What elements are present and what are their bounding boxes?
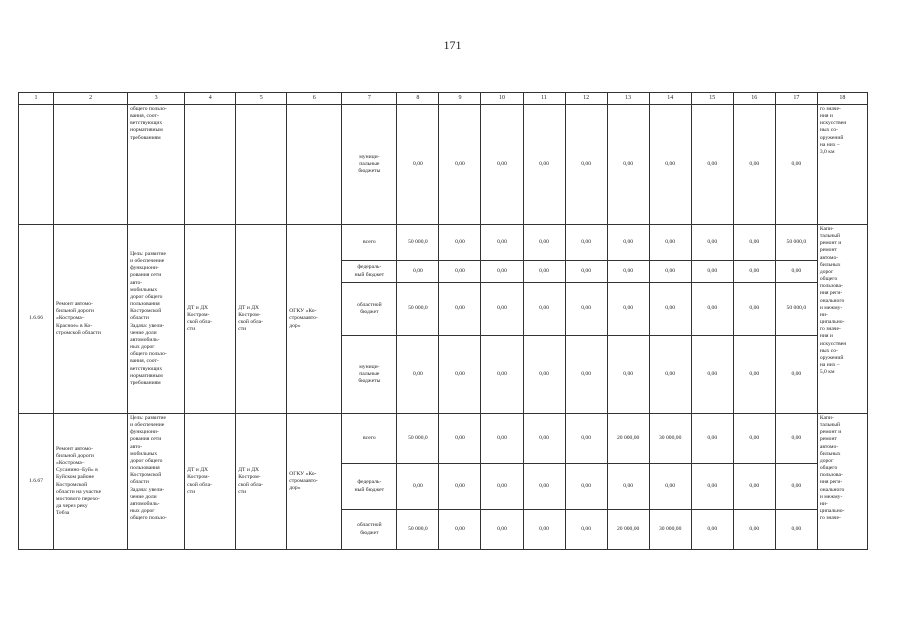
value-cell: 0,00: [439, 283, 481, 336]
value-cell: 0,00: [565, 283, 607, 336]
number-cell: [19, 105, 54, 225]
value-cell: 0,00: [649, 283, 691, 336]
value-cell: 0,00: [481, 261, 523, 283]
value-cell: 0,00: [691, 414, 733, 464]
value-cell: 0,00: [691, 510, 733, 550]
value-cell: 0,00: [565, 510, 607, 550]
value-cell: 20 000,00: [607, 414, 649, 464]
value-cell: 30 000,00: [649, 414, 691, 464]
value-cell: 0,00: [481, 510, 523, 550]
header-cell: 11: [523, 93, 565, 105]
value-cell: 50 000,0: [775, 283, 817, 336]
header-cell: 10: [481, 93, 523, 105]
number-cell: 1.6.66: [19, 225, 54, 414]
header-cell: 12: [565, 93, 607, 105]
value-cell: 0,00: [649, 261, 691, 283]
header-cell: 3: [128, 93, 185, 105]
goal-cell: общего пользо- вания, соот- ветствующих нормативным требованиям: [128, 105, 185, 225]
value-cell: 0,00: [607, 261, 649, 283]
header-cell: 17: [775, 93, 817, 105]
value-cell: 0,00: [607, 105, 649, 225]
coordinator-cell: [185, 105, 236, 225]
value-cell: 50 000,0: [397, 283, 439, 336]
value-cell: 0,00: [733, 261, 775, 283]
value-cell: 0,00: [523, 414, 565, 464]
value-cell: 0,00: [691, 336, 733, 414]
value-cell: 0,00: [733, 414, 775, 464]
header-cell: 13: [607, 93, 649, 105]
header-cell: 8: [397, 93, 439, 105]
value-cell: 0,00: [565, 225, 607, 261]
value-cell: 0,00: [523, 336, 565, 414]
value-cell: 0,00: [733, 283, 775, 336]
value-cell: 0,00: [481, 283, 523, 336]
value-cell: 0,00: [775, 464, 817, 510]
header-cell: 15: [691, 93, 733, 105]
value-cell: 0,00: [523, 510, 565, 550]
budget-source: областной бюджет: [342, 283, 397, 336]
goal-cell: Цель: развитие и обеспечение функциони- рования сети авто- мобильных дорог общего пользования Костромской области Задача: увели- чение доли автомобиль- ных дорог общего пользо- вания, соот- ветствующих нормативным требованиям: [128, 225, 185, 414]
value-cell: 0,00: [649, 105, 691, 225]
value-cell: 0,00: [439, 336, 481, 414]
value-cell: 0,00: [733, 464, 775, 510]
value-cell: 0,00: [607, 225, 649, 261]
value-cell: 0,00: [649, 336, 691, 414]
value-cell: 0,00: [565, 414, 607, 464]
executor-cell: [287, 105, 342, 225]
value-cell: 0,00: [439, 414, 481, 464]
value-cell: 0,00: [565, 261, 607, 283]
program-table: [18, 92, 868, 550]
coordinator-cell: ДТ и ДХ Костром- ской обла- сти: [185, 225, 236, 414]
result-cell: Капи- тальный ремонт и ремонт автомо- бильных дорог общего пользова- ния реги- онального и межму- ни- ципально- го значе- ния и искусствен ных со- оружений на них – 5,0 км: [817, 225, 867, 414]
value-cell: 0,00: [565, 105, 607, 225]
value-cell: 0,00: [733, 336, 775, 414]
customer-cell: ДТ и ДХ Костром- ской обла- сти: [236, 414, 287, 550]
value-cell: 0,00: [691, 464, 733, 510]
header-cell: 4: [185, 93, 236, 105]
value-cell: 0,00: [775, 414, 817, 464]
value-cell: 0,00: [775, 336, 817, 414]
value-cell: 0,00: [733, 105, 775, 225]
value-cell: 30 000,00: [649, 510, 691, 550]
executor-cell: ОГКУ «Ко- стромаавто- дор»: [287, 414, 342, 550]
value-cell: 0,00: [523, 225, 565, 261]
value-cell: 0,00: [397, 105, 439, 225]
name-cell: [54, 105, 128, 225]
value-cell: 0,00: [523, 464, 565, 510]
value-cell: 0,00: [397, 464, 439, 510]
budget-source: муници- пальные бюджеты: [342, 105, 397, 225]
value-cell: 0,00: [649, 225, 691, 261]
name-cell: Ремонт автомо- бильной дороги «Кострома– Красное» в Ко- стромской области: [54, 225, 128, 414]
header-cell: 2: [54, 93, 128, 105]
budget-source: областной бюджет: [342, 510, 397, 550]
value-cell: 50 000,0: [397, 510, 439, 550]
budget-source: федераль- ный бюджет: [342, 464, 397, 510]
value-cell: 0,00: [439, 464, 481, 510]
value-cell: 0,00: [481, 414, 523, 464]
customer-cell: [236, 105, 287, 225]
value-cell: 50 000,0: [775, 225, 817, 261]
value-cell: 0,00: [439, 105, 481, 225]
result-cell: Капи- тальный ремонт и ремонт автомо- бильных дорог общего пользова- ния реги- онального и межму- ни- ципально- го значе-: [817, 414, 867, 550]
budget-source: федераль- ный бюджет: [342, 261, 397, 283]
value-cell: 0,00: [523, 261, 565, 283]
value-cell: 0,00: [733, 510, 775, 550]
continuation-row: [19, 105, 868, 225]
value-cell: 0,00: [481, 225, 523, 261]
executor-cell: ОГКУ «Ко- стромаавто- дор»: [287, 225, 342, 414]
value-cell: 50 000,0: [397, 414, 439, 464]
goal-cell: Цель: развитие и обеспечение функциони- рования сети авто- мобильных дорог общего пользования Костромской области Задача: увели- чение доли автомобиль- ных дорог общего пользо-: [128, 414, 185, 550]
value-cell: 0,00: [565, 336, 607, 414]
value-cell: 0,00: [523, 283, 565, 336]
value-cell: 0,00: [691, 261, 733, 283]
value-cell: 0,00: [607, 336, 649, 414]
budget-source: всего: [342, 225, 397, 261]
header-row: [19, 93, 868, 105]
header-cell: 16: [733, 93, 775, 105]
number-cell: 1.6.67: [19, 414, 54, 550]
value-cell: 0,00: [397, 336, 439, 414]
value-cell: 0,00: [733, 225, 775, 261]
value-cell: 0,00: [607, 283, 649, 336]
coordinator-cell: ДТ и ДХ Костром- ской обла- сти: [185, 414, 236, 550]
name-cell: Ремонт автомо- бильной дороги «Кострома– Сусанино–Буй» в Буйском районе Костромской области на участке мостового перехо- да через реку Тебза: [54, 414, 128, 550]
budget-source: всего: [342, 414, 397, 464]
value-cell: 0,00: [691, 225, 733, 261]
header-cell: 18: [817, 93, 867, 105]
value-cell: 0,00: [691, 105, 733, 225]
table-row: [19, 414, 868, 464]
header-cell: 9: [439, 93, 481, 105]
value-cell: 0,00: [439, 510, 481, 550]
value-cell: 50 000,0: [397, 225, 439, 261]
header-cell: 14: [649, 93, 691, 105]
value-cell: 0,00: [775, 510, 817, 550]
value-cell: 0,00: [439, 225, 481, 261]
value-cell: 0,00: [439, 261, 481, 283]
customer-cell: ДТ и ДХ Костром- ской обла- сти: [236, 225, 287, 414]
value-cell: 0,00: [481, 464, 523, 510]
header-cell: 7: [342, 93, 397, 105]
value-cell: 0,00: [775, 261, 817, 283]
value-cell: 0,00: [397, 261, 439, 283]
value-cell: 0,00: [481, 105, 523, 225]
value-cell: 0,00: [565, 464, 607, 510]
page-number: 171: [443, 38, 462, 52]
value-cell: 0,00: [649, 464, 691, 510]
value-cell: 0,00: [775, 105, 817, 225]
value-cell: 20 000,00: [607, 510, 649, 550]
budget-source: муници- пальные бюджеты: [342, 336, 397, 414]
table-row: [19, 225, 868, 261]
value-cell: 0,00: [607, 464, 649, 510]
header-cell: 1: [19, 93, 54, 105]
value-cell: 0,00: [691, 283, 733, 336]
value-cell: 0,00: [481, 336, 523, 414]
header-cell: 5: [236, 93, 287, 105]
value-cell: 0,00: [523, 105, 565, 225]
header-cell: 6: [287, 93, 342, 105]
result-cell: го значе- ния и искусствен ных со- оружений на них – 3,0 км: [817, 105, 867, 225]
